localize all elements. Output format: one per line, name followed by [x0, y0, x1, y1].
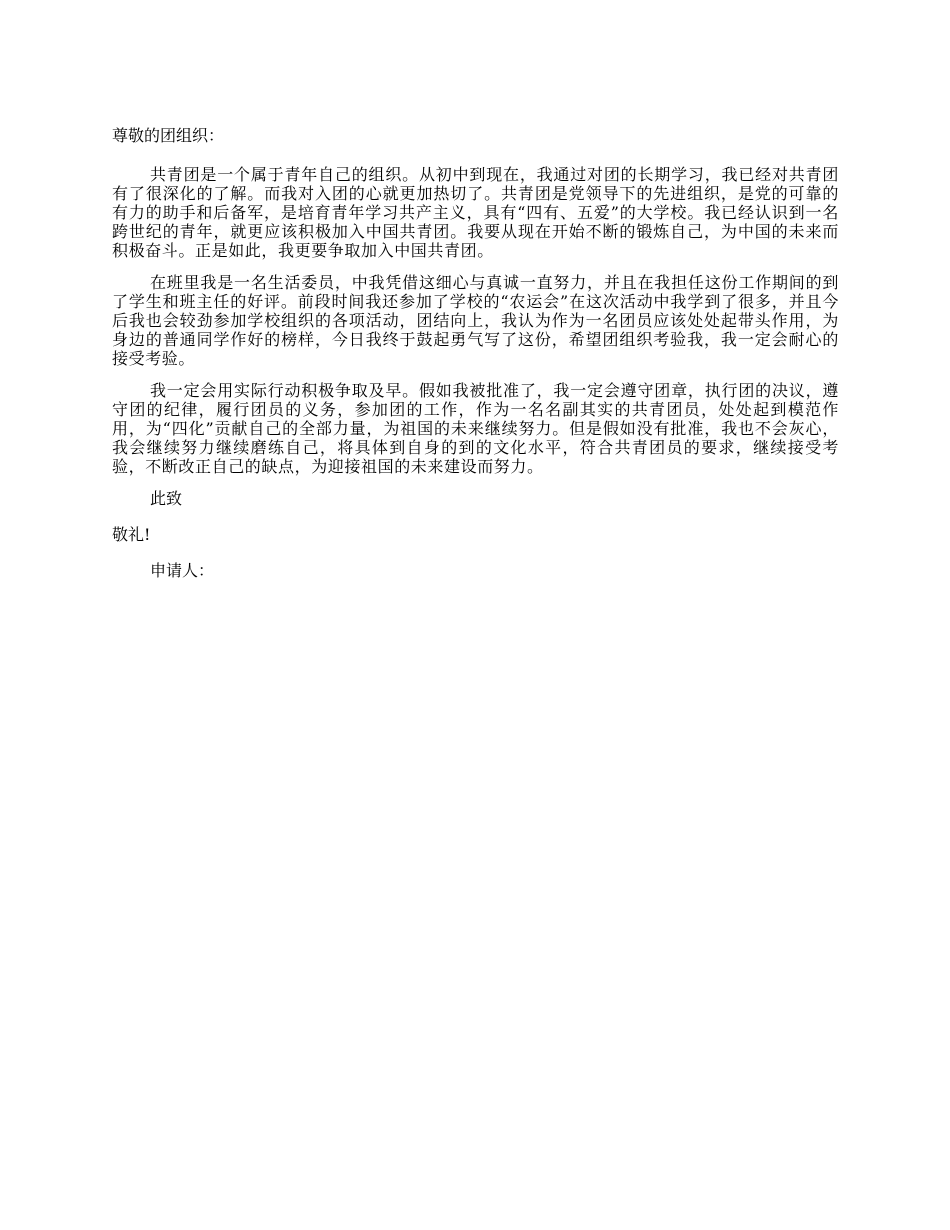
- regards: 敬礼!: [112, 525, 151, 544]
- body-paragraph-3: 我一定会用实际行动积极争取及早。假如我被批准了，我一定会遵守团章，执行团的决议，遵守团的纪律，履行团员的义务，参加团的工作，作为一名名副其实的共青团员，处处起到模范作用，为“四化”贡献自己的全部力量，为祖国的未来继续努力。但是假如没有批准，我也不会灰心，我会继续努力继续磨练自己，将具体到自身的到的文化水平，符合共青团员的要求，继续接受考验，不断改正自己的缺点，为迎接祖国的未来建设而努力。: [112, 381, 839, 476]
- letter-document: [112, 126, 839, 580]
- body-paragraph-2: 在班里我是一名生活委员，中我凭借这细心与真诚一直努力，并且在我担任这份工作期间的到了学生和班主任的好评。前段时间我还参加了学校的“农运会”在这次活动中我学到了很多，并且今后我也会较劲参加学校组织的各项活动，团结向上，我认为作为一名团员应该处处起带头作用，为身边的普通同学作好的榜样，今日我终于鼓起勇气写了这份，希望团组织考验我，我一定会耐心的接受考验。: [112, 273, 839, 368]
- salutation: 尊敬的团组织：: [112, 126, 225, 145]
- applicant-label: 申请人：: [150, 561, 215, 580]
- body-paragraph-1: 共青团是一个属于青年自己的组织。从初中到现在，我通过对团的长期学习，我已经对共青团有了很深化的了解。而我对入团的心就更加热切了。共青团是党领导下的先进组织，是党的可靠的有力的助手和后备军，是培育青年学习共产主义，具有“四有、五爱”的大学校。我已经认识到一名跨世纪的青年，就更应该积极加入中国共青团。我要从现在开始不断的锻炼自己，为中国的未来而积极奋斗。正是如此，我更要争取加入中国共青团。: [112, 165, 839, 260]
- closing-phrase: 此致: [150, 489, 183, 508]
